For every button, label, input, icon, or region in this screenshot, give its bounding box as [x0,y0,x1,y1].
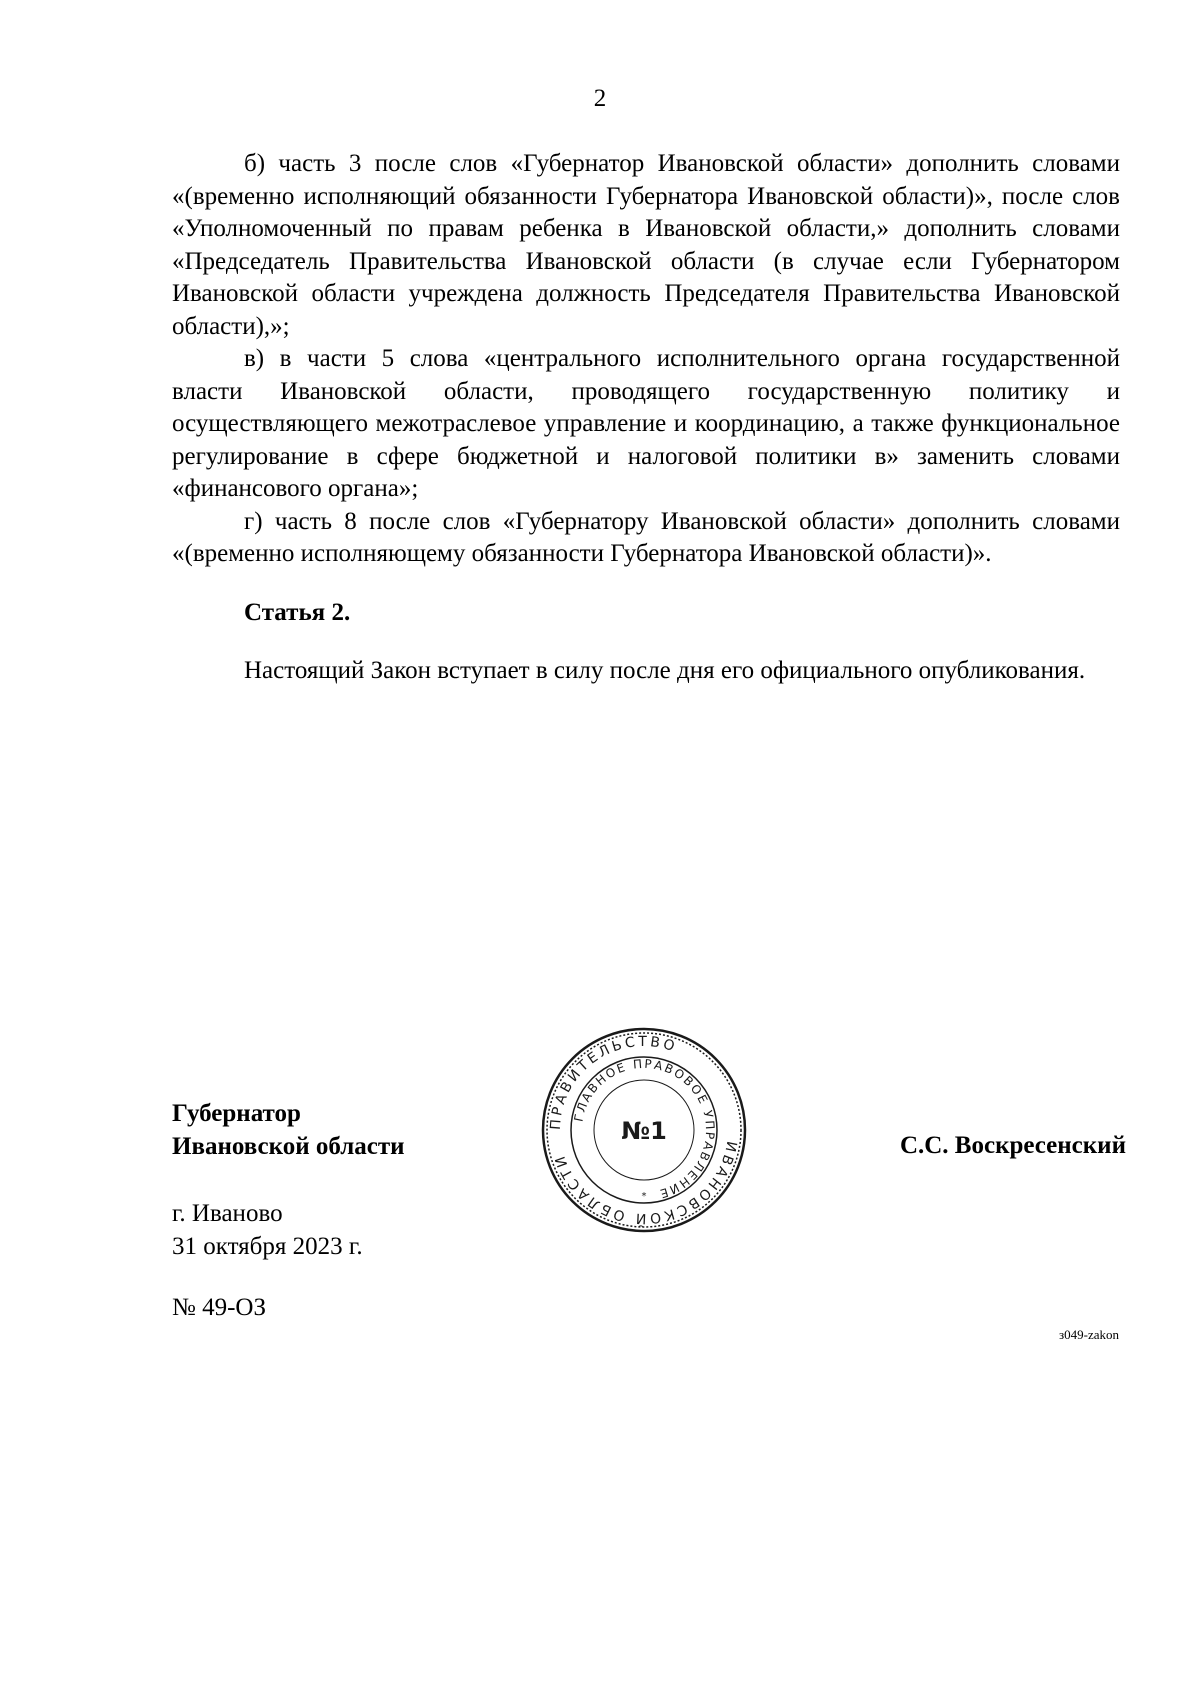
amendment-item-b: б) часть 3 после слов «Губернатор Ивановской области» дополнить словами «(временно исполняющий обязанности Губернатора Ивановской области)», после слов «Уполномоченный по правам ребенка в Ивановской области,» дополнить словами «Председатель Правительства Ивановской области (в случае если Губернатором Ивановской области учреждена должность Председателя Правительства Ивановской области),»; [172,150,1120,340]
seal-outer-text: ПРАВИТЕЛЬСТВО [547,1033,680,1131]
signer-name: С.С. Воскресенский [899,1132,1126,1159]
place: г. Иваново [172,1200,283,1227]
page-number: 2 [593,85,607,112]
date: 31 октября 2023 г. [172,1232,363,1260]
seal-number: №1 [621,1117,667,1145]
amendment-item-v: в) в части 5 слова «центрального исполнительного органа государственной власти Ивановской области, проводящего государственную политику и осуществляющего межотраслевое управление и координацию, а также функциональное регулирование в сфере бюджетной и налоговой политики в» заменить словами «финансового органа»; [172,345,1120,502]
amendment-item-g: г) часть 8 после слов «Губернатору Ивановской области» дополнить словами «(временно исполняющему обязанности Губернатора Ивановской области)». [172,507,1120,567]
seal-inner-text: ГЛАВНОЕ ПРАВОВОЕ УПРАВЛЕНИЕ [571,1056,718,1202]
seal-outer-text-2: ИВАНОВСКОЙ ОБЛАСТИ [551,1139,740,1227]
article-2-heading: Статья 2. [244,598,351,626]
signer-title-line-1: Губернатор [172,1100,301,1127]
law-number: № 49-ОЗ [172,1294,267,1321]
signer-title-line-2: Ивановской области [172,1132,405,1160]
official-seal [541,1027,747,1233]
place-and-date [172,1198,363,1263]
seal-star-icon: * [641,1191,647,1202]
article-2-text: Настоящий Закон вступает в силу после дня его официального опубликования. [244,657,1086,684]
file-code: з049-zakon [1058,1327,1119,1342]
document-body [172,148,1120,688]
signer-title [172,1098,405,1163]
